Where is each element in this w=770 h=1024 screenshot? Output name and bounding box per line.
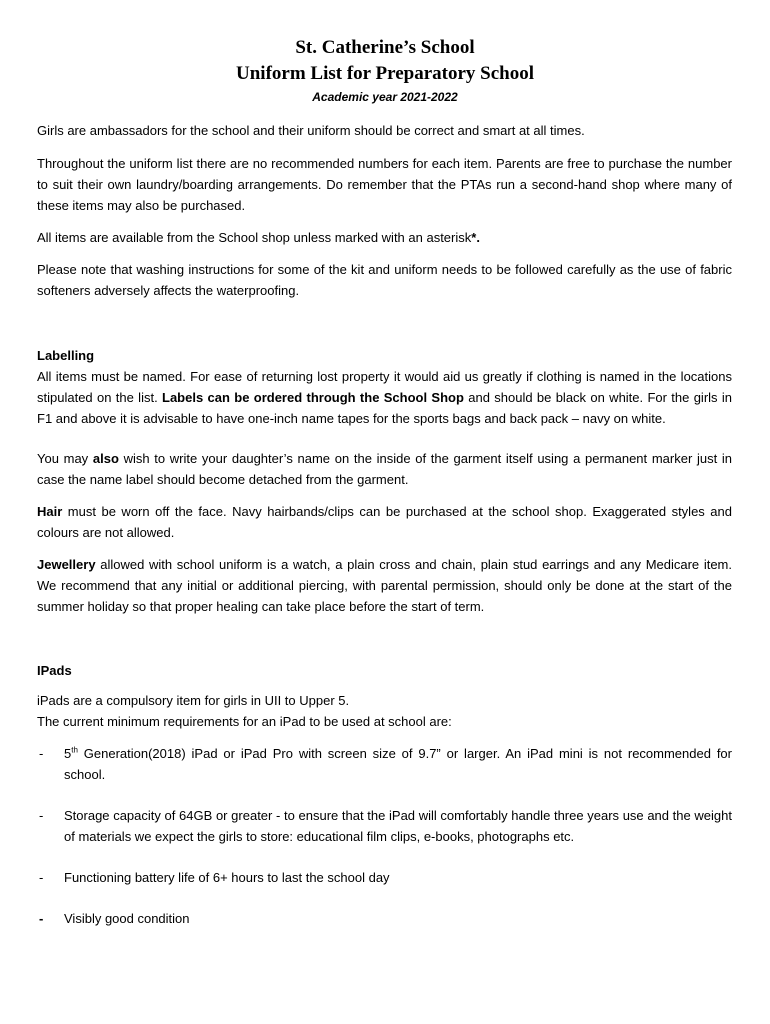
asterisk-note: *. — [471, 230, 480, 245]
bullet-dash: - — [39, 911, 44, 926]
labelling-p2-bold: also — [92, 451, 119, 466]
ipads-heading: IPads — [37, 663, 72, 678]
intro-paragraph-4: Please note that washing instructions for some of the kit and uniform needs to be followed carefully as the use of fabric softeners adversely affects the waterproofing. — [37, 262, 732, 298]
bullet-text-storage: Storage capacity of 64GB or greater - to ensure that the iPad will comfortably handle three years use and the weight of materials we expect the girls to store: educational film clips, e-books, photographs etc. — [64, 808, 732, 844]
labelling-p2-a: You may — [37, 451, 93, 466]
hair-paragraph — [37, 502, 732, 544]
labelling-heading: Labelling — [37, 348, 95, 363]
generation-text: Generation(2018) iPad or iPad Pro with screen size of 9.7” or larger. An iPad mini is not recommended for school. — [64, 746, 732, 782]
bullet-text-battery: Functioning battery life of 6+ hours to last the school day — [64, 870, 390, 885]
academic-year: Academic year 2021-2022 — [312, 90, 458, 104]
jewellery-label: Jewellery — [37, 557, 96, 572]
bullet-text-condition: Visibly good condition — [64, 911, 190, 926]
intro-p3-text: All items are available from the School shop unless marked with an asterisk — [37, 230, 472, 245]
labelling-p2-b: wish to write your daughter’s name on the inside of the garment itself using a permanent marker just in case the name label should become detached from the garment. — [37, 451, 732, 487]
intro-paragraph-2: Throughout the uniform list there are no recommended numbers for each item. Parents are free to purchase the number to suit their own laundry/boarding arrangements. Do remember that the PTAs run a second-hand shop where many of these items may also be purchased. — [37, 156, 732, 213]
bullet-dash: - — [39, 870, 44, 885]
labelling-paragraph-2 — [37, 449, 732, 491]
ipads-paragraph-2: The current minimum requirements for an iPad to be used at school are: — [37, 714, 452, 729]
hair-text: must be worn off the face. Navy hairbands/clips can be purchased at the school shop. Exaggerated styles and colours are not allowed. — [37, 504, 732, 540]
labelling-p1-b: and should be black on white. For the girls in F1 and above it is advisable to have one-inch name tapes for the sports bags and back pack – navy on white. — [37, 389, 732, 426]
bullet-text-generation — [64, 744, 732, 786]
intro-paragraph-1: Girls are ambassadors for the school and their uniform should be correct and smart at all times. — [37, 123, 585, 138]
labelling-p1-bold: Labels can be ordered through the School Shop — [162, 389, 464, 405]
generation-number: 5 — [64, 746, 72, 761]
generation-suffix: th — [71, 745, 78, 755]
labelling-paragraph-1 — [37, 367, 732, 429]
intro-paragraph-3 — [37, 228, 732, 249]
school-name: St. Catherine’s School — [295, 37, 475, 58]
bullet-dash: - — [39, 808, 44, 823]
jewellery-text: allowed with school uniform is a watch, a plain cross and chain, plain stud earrings and any Medicare item. We recommend that any initial or additional piercing, with parental permission, should only be done at the start of the summer holiday so that proper healing can take place before the start of term. — [37, 557, 732, 614]
bullet-dash: - — [39, 746, 44, 761]
ipads-paragraph-1: iPads are a compulsory item for girls in UII to Upper 5. — [37, 693, 350, 708]
jewellery-paragraph — [37, 555, 732, 617]
hair-label: Hair — [37, 504, 63, 519]
document-title: Uniform List for Preparatory School — [236, 63, 534, 84]
labelling-p1-a: All items must be named. For ease of returning lost property it would aid us greatly if clothing is named in the locations stipulated on the list. — [37, 369, 732, 405]
